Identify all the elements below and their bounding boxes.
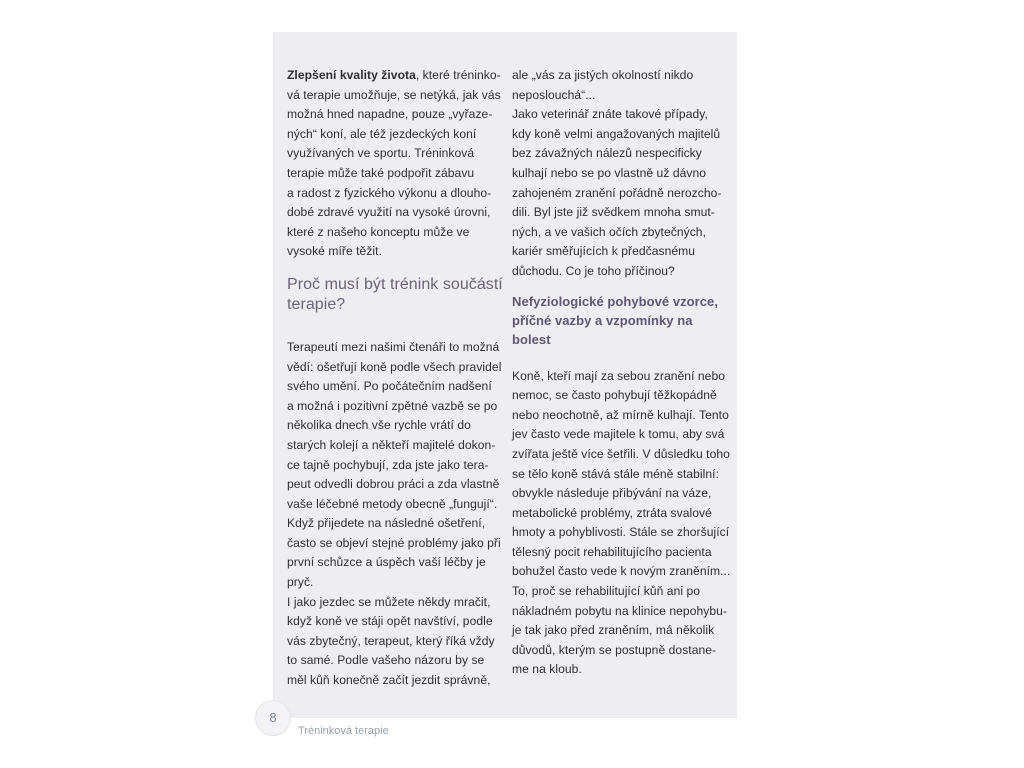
text-line: Jako veterinář znáte takové případy, [512,107,708,122]
text-line: I jako jezdec se můžete někdy mračit, [287,594,491,609]
footer-title: Tréninková terapie [298,725,389,737]
right-column [512,66,731,680]
body-paragraph [512,367,731,681]
text-line: se tělo koně stává stále méně stabilní: [512,466,719,481]
text-line: dili. Byl jste již svědkem mnoha smut- [512,205,715,220]
intro-paragraph [287,66,502,262]
text-line: měl kůň konečně začít jezdit správně, [287,673,491,688]
text-line: je tak jako před zraněním, má několik [512,623,715,638]
text-line: kdy koně velmi angažovaných majitelů [512,126,721,141]
text-line: bohužel často vede k novým zraněním... [512,564,731,579]
text-line: dobé zdravé využití na vysoké úrovni, [287,205,491,220]
page-number-badge [255,700,291,736]
left-column [287,66,502,691]
intro-first-line-rest: , které tréninko- [415,68,501,82]
page-number: 8 [269,710,277,725]
text-line: starých kolejí a někteří majitelé dokon- [287,437,496,452]
text-line: ale „vás za jistých okolností nikdo [512,68,694,82]
text-line: Terapeutí mezi našimi čtenáři to možná [287,339,500,354]
text-line: neposlouchá“... [512,87,596,102]
text-line: terapie může také podpořit zábavu [287,165,475,180]
text-line: často se objeví stejné problémy jako při [287,535,501,550]
text-line: první schůzce a úspěch vaší léčby je [287,555,486,570]
heading-line: Proč musí být trénink součástí [287,275,503,293]
text-line: me na kloub. [512,662,582,677]
text-line: metabolické problémy, ztráta svalové [512,505,712,520]
text-line: obvykle následuje přibývání na váze, [512,486,712,501]
text-line: možná hned napadne, pouze „vyřaze- [287,107,493,122]
text-line: vysoké míře těžit. [287,244,382,259]
text-line: zvířata ještě více šetřili. V důsledku toho [512,446,730,461]
text-line: vás zbytečný, terapeut, který říká vždy [287,633,495,648]
text-line: které z našeho konceptu může ve [287,224,470,239]
text-line: důvodů, kterým se postupně dostane- [512,642,717,657]
text-line: svého umění. Po počátečním nadšení [287,379,492,394]
text-line: bez závažných nálezů nespecificky [512,146,702,161]
body-paragraph [287,338,502,691]
text-line: ných“ koní, ale též jezdeckých koní [287,126,477,141]
text-line: a radost z fyzického výkonu a dlouho- [287,185,492,200]
text-line: využívaných ve sportu. Tréninková [287,146,475,161]
text-line: peut odvedli dobrou práci a zda vlastně [287,477,500,492]
section-heading [287,275,502,315]
text-line: když koně ve stáji opět navštíví, podle [287,614,493,629]
text-line: ce tajně pochybují, zda jste jako tera- [287,457,489,472]
text-line: nebo neochotně, až mírně kulhají. Tento [512,407,729,422]
text-line: nákladném pobytu na klinice nepohybu- [512,603,727,618]
text-line: několika dnech vše rychle vrátí do [287,418,471,433]
text-line: důchodu. Co je toho příčinou? [512,263,675,278]
text-line: To, proč se rehabilitující kůň ani po [512,584,701,599]
text-line: Když přijedete na následné ošetření, [287,516,486,531]
text-line: ných, a ve vašich očích zbytečných, [512,224,706,239]
intro-bold-lead: Zlepšení kvality života [287,68,416,82]
intro-first-line [287,66,502,86]
text-line: Koně, kteří mají za sebou zranění nebo [512,368,725,383]
section-subheading [512,292,728,349]
text-line: kariér směřujících k předčasnému [512,244,696,259]
text-line: kulhají nebo se po vlastně už dávno [512,165,707,180]
text-line: zahojeném zranění pořádně nerozcho- [512,185,722,200]
text-line: to samé. Podle vašeho názoru by se [287,653,485,668]
heading-line: terapie? [287,295,346,313]
heading-line: příčné vazby a vzpomínky na [512,312,693,328]
text-line: vá terapie umožňuje, se netýká, jak vás [287,87,501,102]
heading-line: Nefyziologické pohybové vzorce, [512,293,718,309]
text-line: vědí: ošetřují koně podle všech pravidel [287,359,502,374]
text-line: nemoc, se často pohybují těžkopádně [512,388,717,403]
text-line: jev často vede majitele k tomu, aby svá [512,427,725,442]
text-line: tělesný pocit rehabilitujícího pacienta [512,544,712,559]
text-line: hmoty a pohyblivosti. Stále se zhoršující [512,525,730,540]
text-line: a možná i pozitivní zpětné vazbě se po [287,398,498,413]
text-line: vaše léčebné metody obecně „fungují“. [287,496,498,511]
heading-line: bolest [512,331,551,347]
text-line: pryč. [287,575,314,590]
continuation-paragraph [512,66,728,282]
